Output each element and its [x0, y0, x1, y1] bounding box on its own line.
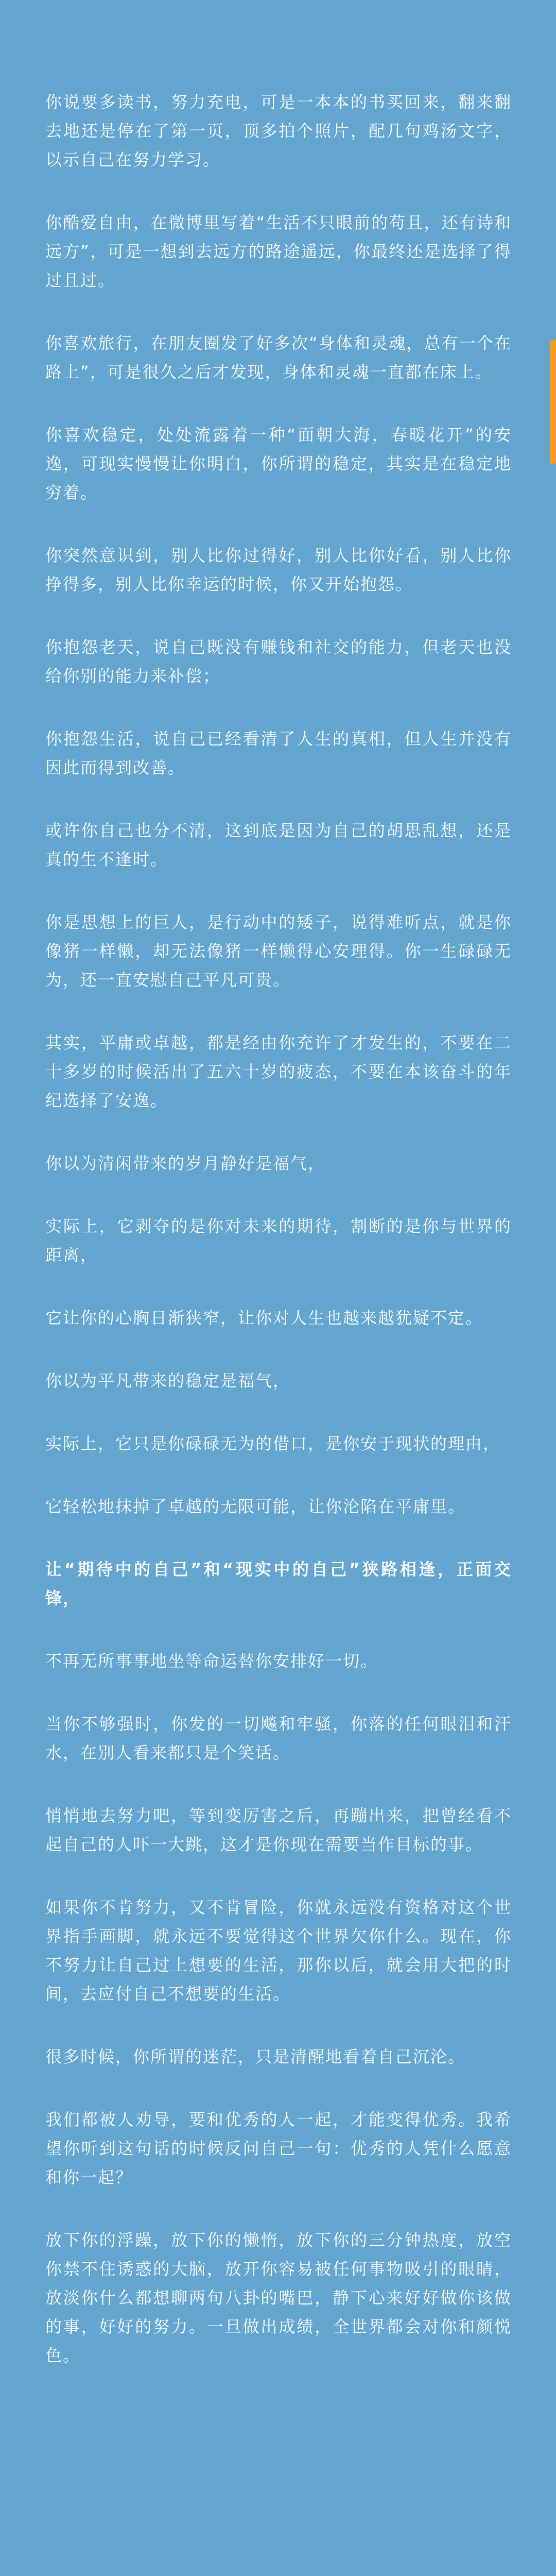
article-paragraph: 如果你不肯努力，又不肯冒险，你就永远没有资格对这个世界指手画脚，就永远不要觉得这个世界欠你什么。现在，你不努力让自己过上想要的生活，那你以后，就会用大把的时间，去应付自己不想要的生活。 [45, 1897, 512, 2004]
article-paragraph: 你喜欢稳定，处处流露着一种“面朝大海，春暖花开”的安逸，可现实慢慢让你明白，你所谓的稳定，其实是在稳定地穷着。 [45, 425, 512, 502]
article-paragraph: 实际上，它剥夺的是你对未来的期待，割断的是你与世界的距离， [45, 1216, 512, 1265]
article-paragraph: 或许你自己也分不清，这到底是因为自己的胡思乱想，还是真的生不逢时。 [45, 821, 512, 869]
article-body [45, 88, 512, 2370]
article-paragraph: 放下你的浮躁，放下你的懒惰，放下你的三分钟热度，放空你禁不住诱惑的大脑，放开你容易被任何事物吸引的眼睛，放淡你什么都想聊两句八卦的嘴巴，静下心来好好做你该做的事，好好的努力。一旦做出成绩，全世界都会对你和颜悦色。 [45, 2230, 512, 2365]
article-paragraph: 你抱怨老天，说自己既没有赚钱和社交的能力，但老天也没给你别的能力来补偿； [45, 637, 512, 686]
article-paragraph: 你抱怨生活，说自己已经看清了人生的真相，但人生并没有因此而得到改善。 [45, 729, 512, 777]
article-paragraph: 它让你的心胸日渐狭窄，让你对人生也越来越犹疑不定。 [45, 1308, 483, 1328]
article-paragraph: 你突然意识到，别人比你过得好，别人比你好看，别人比你挣得多，别人比你幸运的时候，你又开始抱怨。 [45, 546, 512, 594]
article-paragraph: 很多时候，你所谓的迷茫，只是清醒地看着自己沉沦。 [45, 2047, 466, 2066]
article-paragraph: 你以为平凡带来的稳定是福气， [45, 1371, 291, 1391]
article-paragraph: 悄悄地去努力吧，等到变厉害之后，再蹦出来，把曾经看不起自己的人吓一大跳，这才是你现在需要当作目标的事。 [45, 1806, 512, 1854]
article-paragraph: 当你不够强时，你发的一切飚和牢骚，你落的任何眼泪和汗水，在别人看来都只是个笑话。 [45, 1714, 512, 1762]
article-paragraph: 你是思想上的巨人，是行动中的矮子，说得难听点，就是你像猪一样懒，却无法像猪一样懒得心安理得。你一生碌碌无为，还一直安慰自己平凡可贵。 [45, 912, 512, 990]
article-paragraph: 其实，平庸或卓越，都是经由你充许了才发生的，不要在二十多岁的时候活出了五六十岁的疲态，不要在本该奋斗的年纪选择了安逸。 [45, 1033, 512, 1110]
scrollbar-thumb[interactable] [550, 340, 556, 464]
article-paragraph: 不再无所事事地坐等命运替你安排好一切。 [45, 1651, 378, 1671]
article-paragraph: 你说要多读书，努力充电，可是一本本的书买回来，翻来翻去地还是停在了第一页，顶多拍个照片，配几句鸡汤文字，以示自己在努力学习。 [45, 92, 512, 170]
scrollbar[interactable] [549, 0, 556, 2576]
article-paragraph: 它轻松地抹掉了卓越的无限可能，让你沦陷在平庸里。 [45, 1497, 466, 1516]
article-paragraph: 你以为清闲带来的岁月静好是福气， [45, 1154, 326, 1173]
article-paragraph: 你喜欢旅行，在朋友圈发了好多次“身体和灵魂，总有一个在路上”，可是很久之后才发现，身体和灵魂一直都在床上。 [45, 333, 512, 382]
article-paragraph-bold: 让“期待中的自己”和“现实中的自己”狭路相逢，正面交锋， [45, 1560, 512, 1608]
article-paragraph: 实际上，它只是你碌碌无为的借口，是你安于现状的理由， [45, 1434, 501, 1453]
article-paragraph: 我们都被人劝导，要和优秀的人一起，才能变得优秀。我希望你听到这句话的时候反问自己一句：优秀的人凭什么愿意和你一起？ [45, 2110, 512, 2187]
article-paragraph: 你酷爱自由，在微博里写着“生活不只眼前的苟且，还有诗和远方”，可是一想到去远方的路途遥远，你最终还是选择了得过且过。 [45, 213, 512, 290]
